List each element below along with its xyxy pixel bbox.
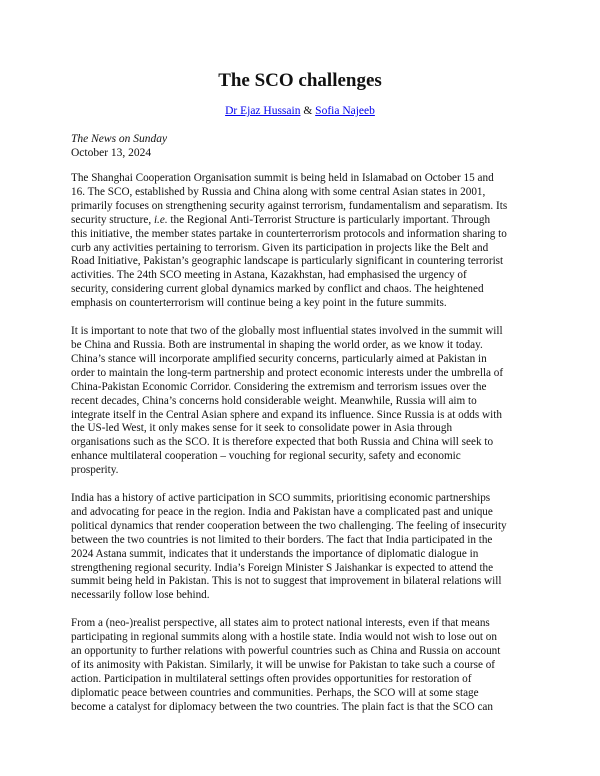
paragraph-line: necessarily follow lose behind. — [71, 589, 210, 602]
paragraph-line: political dynamics that render cooperation between the two challenging. The feeling of insecurity — [71, 519, 507, 532]
paragraph-line: integrate itself in the Central Asian sphere and expand its influence. Since Russia is at odds with — [71, 408, 502, 421]
paragraph-line: recent decades, China’s concerns hold considerable weight. Meanwhile, Russia will aim to — [71, 394, 477, 407]
paragraph-line: security, considering current global dynamics marked by conflict and chaos. The heightened — [71, 283, 484, 296]
publication-date: October 13, 2024 — [71, 147, 152, 159]
paragraph-line: From a (neo-)realist perspective, all states aim to protect national interests, even if that means — [71, 617, 490, 630]
paragraph-line: China-Pakistan Economic Corridor. Considering the extremism and terrorism issues over the — [71, 380, 487, 393]
paragraph-line: 16. The SCO, established by Russia and China along with some central Asian states in 2001, — [71, 185, 486, 198]
paragraph-line: diplomatic peace between countries and communities. Perhaps, the SCO will at some stage — [71, 686, 479, 699]
paragraph-line: India has a history of active participation in SCO summits, prioritising economic partnerships — [71, 492, 491, 505]
paragraph-line: prosperity. — [71, 464, 119, 477]
paragraph-line: of its animosity with Pakistan. Similarly, it will be unwise for Pakistan to take such a course of — [71, 659, 496, 671]
paragraph-line: China’s stance will incorporate amplified security concerns, particularly aimed at Pakistan in — [71, 352, 487, 365]
paragraph-line: participating in regional summits along with a hostile state. India would not wish to lose out on — [71, 631, 497, 644]
paragraph-line: emphasis on counterterrorism will continue being a key point in the future summits. — [71, 297, 447, 310]
paragraph-line: between the two countries is not limited to their borders. The fact that India participated in the — [71, 533, 493, 546]
paragraph-line: 2024 Astana summit, indicates that it understands the importance of diplomatic dialogue in — [71, 547, 479, 560]
article-title: The SCO challenges — [218, 70, 382, 91]
paragraph-line: action. Participation in multilateral settings often provides opportunities for restoration of — [71, 672, 472, 685]
article-body — [71, 172, 533, 729]
paragraph-line: curb any activities pertaining to terrorism. Given its participation in projects like the Belt and — [71, 241, 489, 254]
paragraph-line: It is important to note that two of the globally most influential states involved in the summit will — [71, 325, 503, 338]
paragraph-line: activities. The 24th SCO meeting in Astana, Kazakhstan, had emphasised the urgency of — [71, 269, 467, 282]
paragraph-line: strengthening regional security. India’s Foreign Minister S Jaishankar is expected to attend the — [71, 561, 494, 574]
article-paragraph — [71, 617, 533, 714]
author-byline — [0, 104, 600, 118]
author-link-sofia-najeeb[interactable]: Sofia Najeeb — [315, 105, 375, 117]
article-paragraph — [71, 172, 533, 311]
paragraph-line: and advocating for peace in the region. India and Pakistan have a complicated past and unique — [71, 505, 493, 518]
paragraph-line: the US-led West, it only makes sense for it seek to consolidate power in Asia through — [71, 422, 453, 435]
italic-text: i.e. — [153, 213, 168, 226]
publication-source: The News on Sunday — [71, 133, 168, 145]
paragraph-line: this initiative, the member states partake in counterterrorism protocols and information sharing to — [71, 227, 507, 240]
paragraph-line: Road Initiative, Pakistan’s geographic landscape is particularly significant in countering terrorist — [71, 255, 504, 268]
author-separator: & — [303, 105, 313, 117]
article-paragraph — [71, 492, 533, 603]
paragraph-line: summit being held in Pakistan. This is not to suggest that improvement in bilateral relations will — [71, 575, 502, 588]
paragraph-line: be China and Russia. Both are instrumental in shaping the world order, as we know it today. — [71, 338, 483, 351]
author-link-ejaz-hussain[interactable]: Dr Ejaz Hussain — [225, 105, 301, 117]
paragraph-line: primarily focuses on strengthening security against terrorism, fundamentalism and separatism. Its — [71, 199, 508, 212]
paragraph-line: The Shanghai Cooperation Organisation summit is being held in Islamabad on October 15 and — [71, 172, 494, 184]
paragraph-line: order to maintain the long-term partnership and protect economic interests under the umbrella of — [71, 366, 504, 379]
paragraph-line: enhance multilateral cooperation – vouching for regional security, safety and economic — [71, 450, 461, 463]
paragraph-line: become a catalyst for diplomacy between the two countries. The plain fact is that the SCO can — [71, 700, 493, 713]
paragraph-line: security structure, i.e. the Regional Anti-Terrorist Structure is particularly important. Through — [71, 213, 491, 226]
article-paragraph — [71, 325, 533, 478]
paragraph-line: an opportunity to further relations with powerful countries such as China and Russia on account — [71, 645, 501, 658]
paragraph-line: organisations such as the SCO. It is therefore expected that both Russia and China will seek to — [71, 436, 494, 449]
